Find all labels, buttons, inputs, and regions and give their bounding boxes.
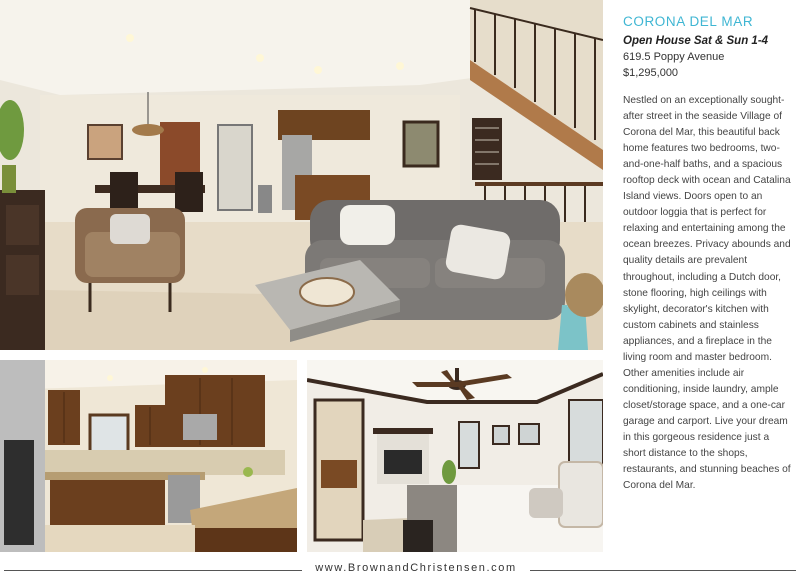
living-room-photo [0,0,603,350]
listing-city-heading: CORONA DEL MAR [623,14,754,29]
open-house-line: Open House Sat & Sun 1-4 [623,35,769,47]
listing-address: 619.5 Poppy Avenue [623,51,725,63]
kitchen-photo [0,360,297,552]
bedroom-photo [307,360,603,552]
listing-description: Nestled on an exceptionally sought-after street in the seaside Village of Corona del Mar, this beautiful back home features two bedrooms, two-and-one-half baths, and a spacious rooftop deck with ocean and Catalina Island views. Doors open to an outdoor loggia that is perfect for relaxing and entertaining among the ocean breezes. Privacy abounds and quality details are prevalent throughout, including a Dutch door, stone flooring, high ceilings with skylight, decorator's kitchen with custom cabinets and stainless appliances, and a fireplace in the living room and master bedroom. Other amenities include air conditioning, inside laundry, ample closet/storage space, and a one-car garage and carport. Live your dream in this gorgeous residence just a short distance to the shops, restaurants, and stunning beaches of Corona del Mar. [623,95,791,492]
footer [0,560,800,580]
footer-rule-left [4,570,302,571]
listing-panel [623,14,791,504]
footer-rule-right [530,570,796,571]
listing-price: $1,295,000 [623,67,679,79]
website-link[interactable]: www.BrownandChristensen.com [315,562,517,574]
